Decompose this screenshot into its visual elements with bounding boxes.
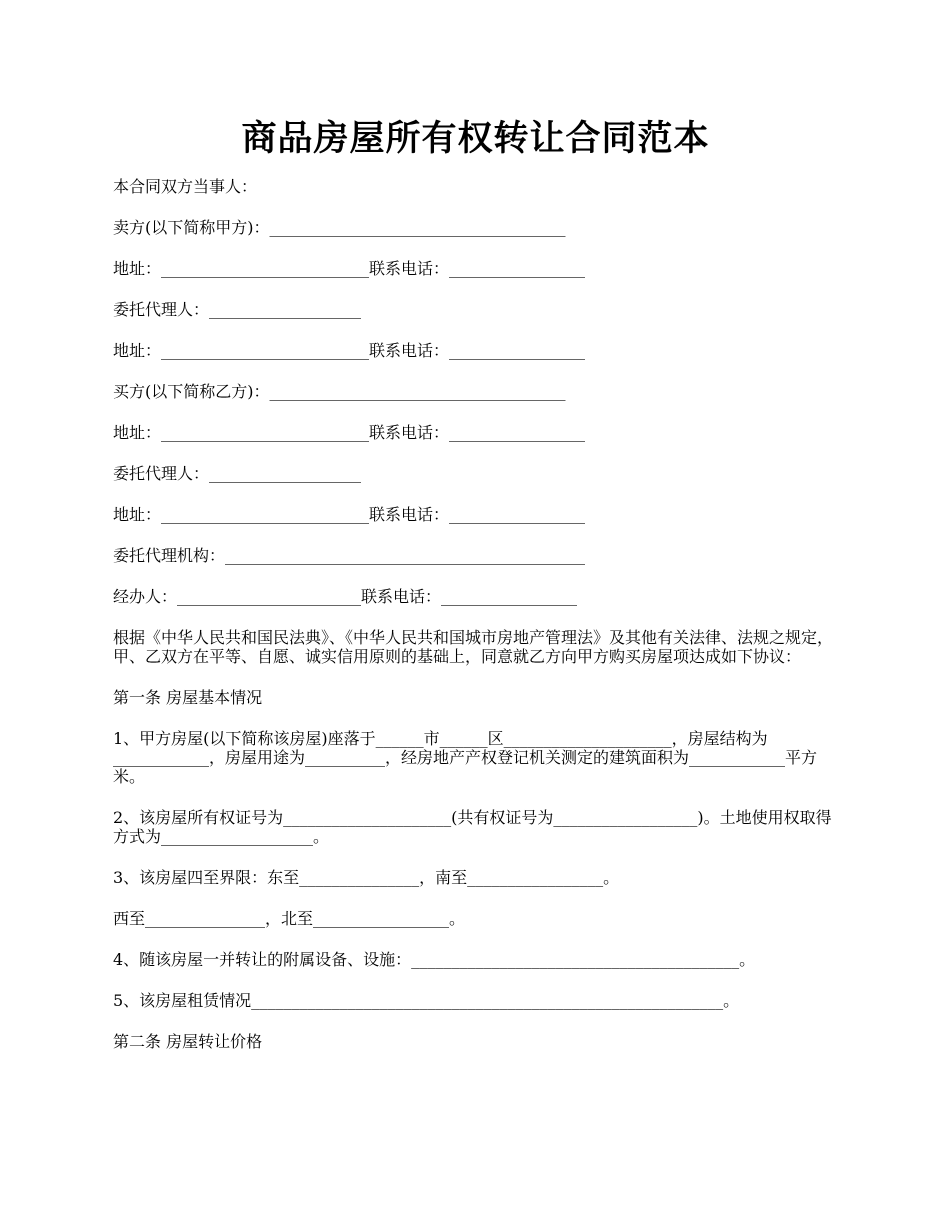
paragraph-buyer-address: 地址：__________________________联系电话：_________________ — [113, 423, 586, 442]
paragraph-item-2: 2、该房屋所有权证号为_____________________(共有权证号为__________________)。土地使用权取得方式为___________________。 — [113, 808, 832, 846]
paragraph-item-4: 4、随该房屋一并转让的附属设备、设施：_________________________________________。 — [113, 950, 756, 969]
paragraph-item-3: 3、该房屋四至界限：东至_______________，南至_________________。 — [113, 868, 620, 887]
paragraph-item-1: 1、甲方房屋(以下简称该房屋)座落于______市______区_____________________，房屋结构为____________，房屋用途为__________，经房地产产权登记机关测定的建筑面积为____________平方米。 — [113, 729, 818, 786]
paragraph-seller-agent-address: 地址：__________________________联系电话：_________________ — [113, 341, 586, 360]
paragraph-item-3-cont: 西至_______________，北至_________________。 — [113, 909, 466, 928]
document-title: 商品房屋所有权转让合同范本 — [241, 118, 710, 159]
paragraph-seller-agent: 委托代理人：___________________ — [113, 300, 362, 319]
paragraph-buyer-agent-address: 地址：__________________________联系电话：_________________ — [113, 505, 586, 524]
heading-article-1: 第一条 房屋基本情况 — [113, 688, 263, 707]
paragraph-buyer: 买方(以下简称乙方)：_____________________________________ — [113, 382, 566, 401]
paragraph-item-5: 5、该房屋租赁情况___________________________________________________________。 — [113, 991, 740, 1010]
paragraph-agency: 委托代理机构：_____________________________________________ — [113, 546, 586, 565]
paragraph-handler: 经办人：_______________________联系电话：_________________ — [113, 587, 578, 606]
paragraph-preamble: 根据《中华人民共和国民法典》、《中华人民共和国城市房地产管理法》及其他有关法律、法规之规定，甲、乙双方在平等、自愿、诚实信用原则的基础上，同意就乙方向甲方购买房屋项达成如下协议： — [113, 628, 834, 666]
heading-article-2: 第二条 房屋转让价格 — [113, 1032, 263, 1051]
paragraph-seller: 卖方(以下简称甲方)：_____________________________________ — [113, 218, 566, 237]
document-body — [113, 177, 838, 1051]
paragraph-seller-address: 地址：__________________________联系电话：_________________ — [113, 259, 586, 278]
paragraph-parties-intro: 本合同双方当事人： — [113, 177, 258, 196]
paragraph-buyer-agent: 委托代理人：___________________ — [113, 464, 362, 483]
